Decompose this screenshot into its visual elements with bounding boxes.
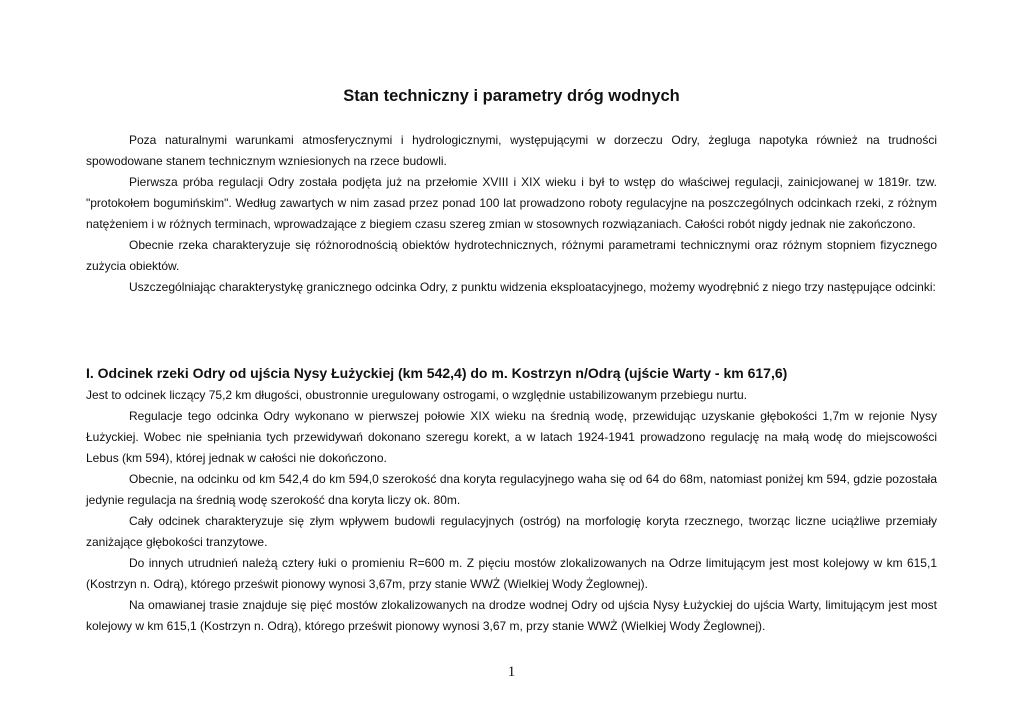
intro-paragraph: Poza naturalnymi warunkami atmosferycznymi i hydrologicznymi, występującymi w dorzeczu Odry, żegluga napotyka również na trudności spowodowane stanem technicznym wzniesionych na rzece budowli.: [86, 133, 937, 168]
section-paragraph: Obecnie, na odcinku od km 542,4 do km 594,0 szerokość dna koryta regulacyjnego waha się od 64 do 68m, natomiast poniżej km 594, gdzie pozostała jedynie regulacja na średnią wodę szerokość dna koryta liczy ok. 80m.: [86, 472, 937, 507]
intro-paragraph: Uszczególniając charakterystykę granicznego odcinka Odry, z punktu widzenia eksploatacyjnego, możemy wyodrębnić z niego trzy następujące odcinki:: [129, 280, 936, 294]
page-number: 1: [507, 664, 516, 680]
section-paragraph: Cały odcinek charakteryzuje się złym wpływem budowli regulacyjnych (ostróg) na morfologię koryta rzecznego, tworząc liczne uciążliwe przemiały zaniżające głębokości tranzytowe.: [86, 514, 937, 549]
section-body: [86, 385, 937, 637]
intro-paragraph: Obecnie rzeka charakteryzuje się różnorodnością obiektów hydrotechnicznych, różnymi parametrami technicznymi oraz różnym stopniem fizycznego zużycia obiektów.: [86, 238, 937, 273]
document-page: [86, 0, 937, 724]
intro-text: [86, 130, 937, 298]
section-odcinek-1: [86, 362, 937, 637]
document-title: Stan techniczny i parametry dróg wodnych: [343, 87, 680, 105]
section-first-line: Jest to odcinek liczący 75,2 km długości, obustronnie uregulowany ostrogami, o względnie ustabilizowanym przebiegu nurtu.: [86, 388, 748, 402]
section-paragraph: Regulacje tego odcinka Odry wykonano w pierwszej połowie XIX wieku na średnią wodę, przewidując uzyskanie głębokości 1,7m w rejonie Nysy Łużyckiej. Wobec nie spełniania tych przewidywań dokonano szeregu korekt, a w latach 1924-1941 prowadzono regulację na małą wodę do miejscowości Lebus (km 594), której jednak w całości nie dokończono.: [86, 409, 937, 465]
intro-paragraph: Pierwsza próba regulacji Odry została podjęta już na przełomie XVIII i XIX wieku i był to wstęp do właściwej regulacji, zainicjowanej w 1819r. tzw. "protokołem bogumińskim". Według zawartych w nim zasad przez ponad 100 lat prowadzono roboty regulacyjne na poszczególnych odcinkach rzeki, z różnym natężeniem i w różnych terminach, wprowadzające z biegiem czasu szereg zmian w stosownych rozwiązaniach. Całości robót nigdy jednak nie zakończono.: [86, 175, 937, 231]
section-heading: I. Odcinek rzeki Odry od ujścia Nysy Łużyckiej (km 542,4) do m. Kostrzyn n/Odrą (ujście Warty - km 617,6): [86, 365, 788, 381]
section-paragraph: Na omawianej trasie znajduje się pięć mostów zlokalizowanych na drodze wodnej Odry od ujścia Nysy Łużyckiej do ujścia Warty, limitującym jest most kolejowy w km 615,1 (Kostrzyn n. Odrą), którego prześwit pionowy wynosi 3,67 m, przy stanie WWŻ (Wielkiej Wody Żeglownej).: [86, 598, 937, 633]
section-paragraph: Do innych utrudnień należą cztery łuki o promieniu R=600 m. Z pięciu mostów zlokalizowanych na Odrze limitującym jest most kolejowy w km 615,1 (Kostrzyn n. Odrą), którego prześwit pionowy wynosi 3,67m, przy stanie WWŻ (Wielkiej Wody Żeglownej).: [86, 556, 937, 591]
